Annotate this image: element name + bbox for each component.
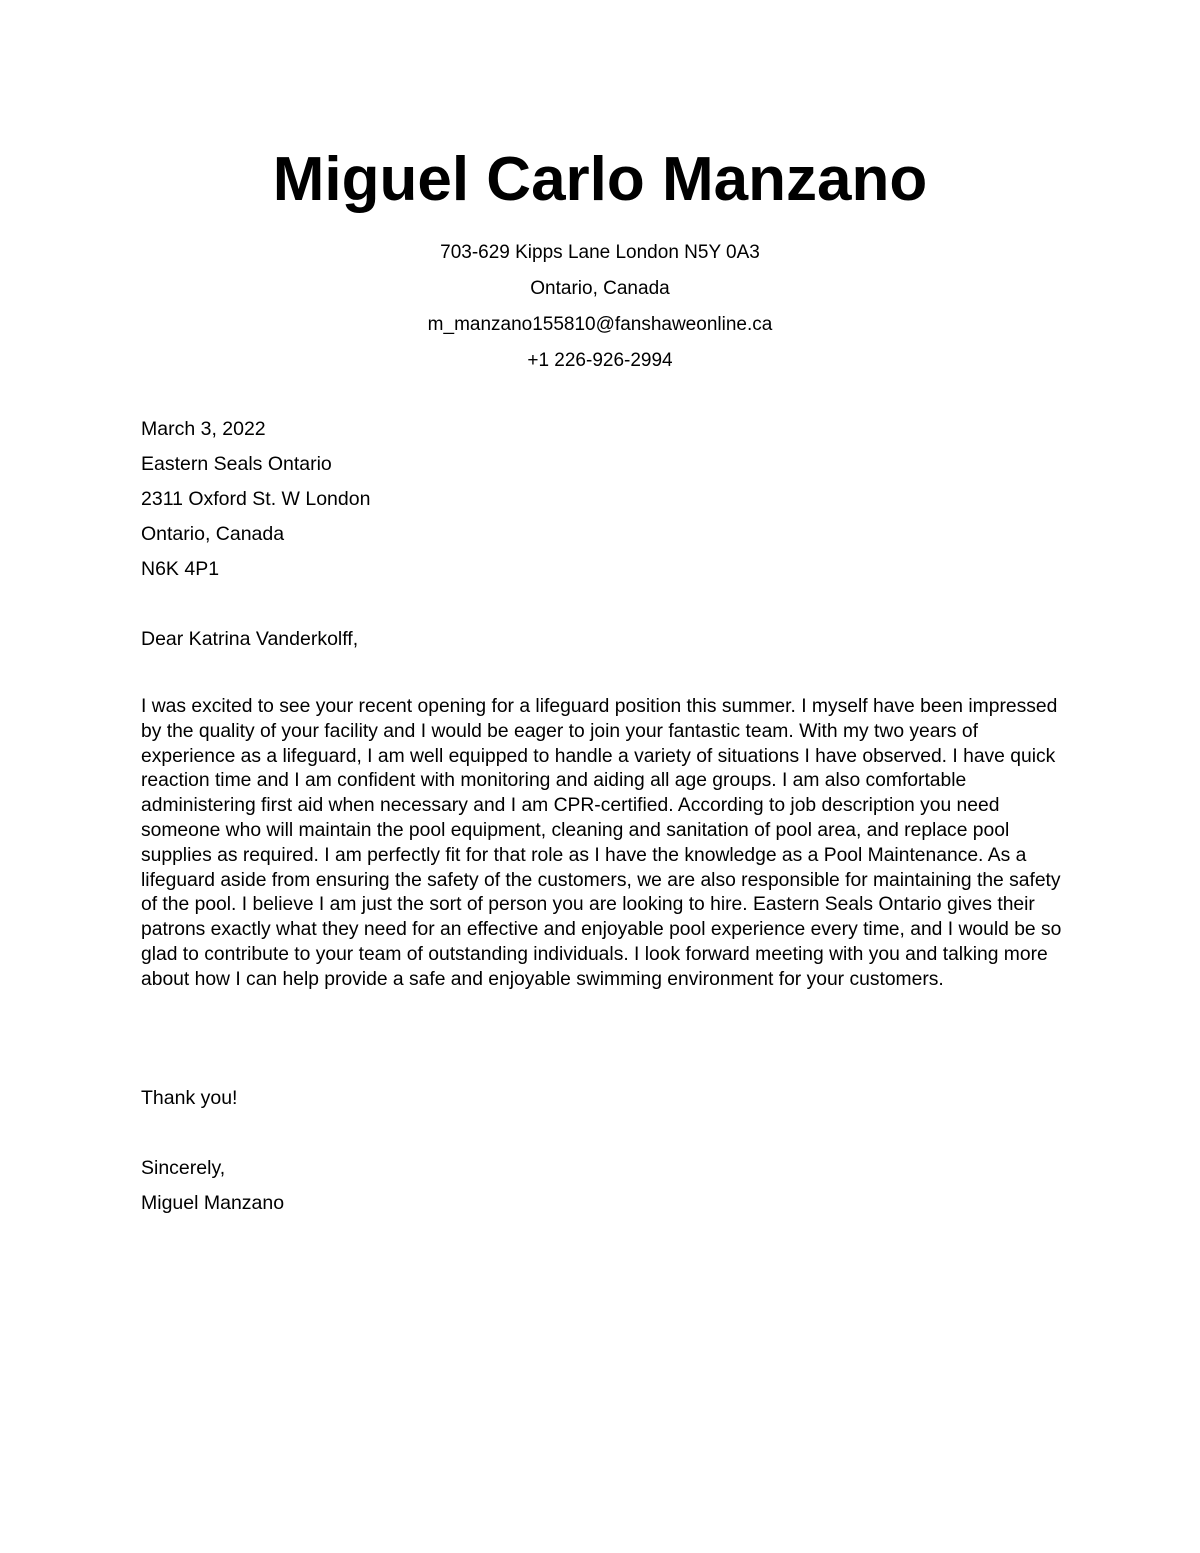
address-line-2: Ontario, Canada xyxy=(530,278,670,299)
letter-body: I was excited to see your recent opening for a lifeguard position this summer. I myself have been impressed by the quality of your facility and I would be eager to join your fantastic team. With my two years of experience as a lifeguard, I am well equipped to handle a variety of situations I have observed. I have quick reaction time and I am confident with monitoring and aiding all age groups. I am also comfortable administering first aid when necessary and I am CPR-certified. According to job description you need someone who will maintain the pool equipment, cleaning and sanitation of pool area, and replace pool supplies as required. I am perfectly fit for that role as I have the knowledge as a Pool Maintenance. As a lifeguard aside from ensuring the safety of the customers, we are also responsible for maintaining the safety of the pool. I believe I am just the sort of person you are looking to hire. Eastern Seals Ontario gives their patrons exactly what they need for an effective and enjoyable pool experience every time, and I would be so glad to contribute to your team of outstanding individuals. I look forward meeting with you and talking more about how I can help provide a safe and enjoyable swimming environment for your customers. xyxy=(141,696,1062,990)
email-address: m_manzano155810@fanshaweonline.ca xyxy=(427,314,773,335)
letter-date: March 3, 2022 xyxy=(141,418,266,440)
contact-block xyxy=(0,240,1200,384)
signature-name: Miguel Manzano xyxy=(141,1192,285,1214)
recipient-block xyxy=(141,416,1081,591)
recipient-region: Ontario, Canada xyxy=(141,523,285,545)
valediction: Sincerely, xyxy=(141,1157,226,1179)
recipient-postal-code: N6K 4P1 xyxy=(141,558,220,580)
thanks-line: Thank you! xyxy=(141,1087,238,1109)
recipient-organization: Eastern Seals Ontario xyxy=(141,453,332,475)
closing-block xyxy=(141,1155,1081,1225)
applicant-name: Miguel Carlo Manzano xyxy=(272,145,928,214)
recipient-street: 2311 Oxford St. W London xyxy=(141,488,371,510)
salutation: Dear Katrina Vanderkolff, xyxy=(141,628,359,650)
phone-number: +1 226-926-2994 xyxy=(527,350,673,371)
address-line-1: 703-629 Kipps Lane London N5Y 0A3 xyxy=(440,242,760,263)
